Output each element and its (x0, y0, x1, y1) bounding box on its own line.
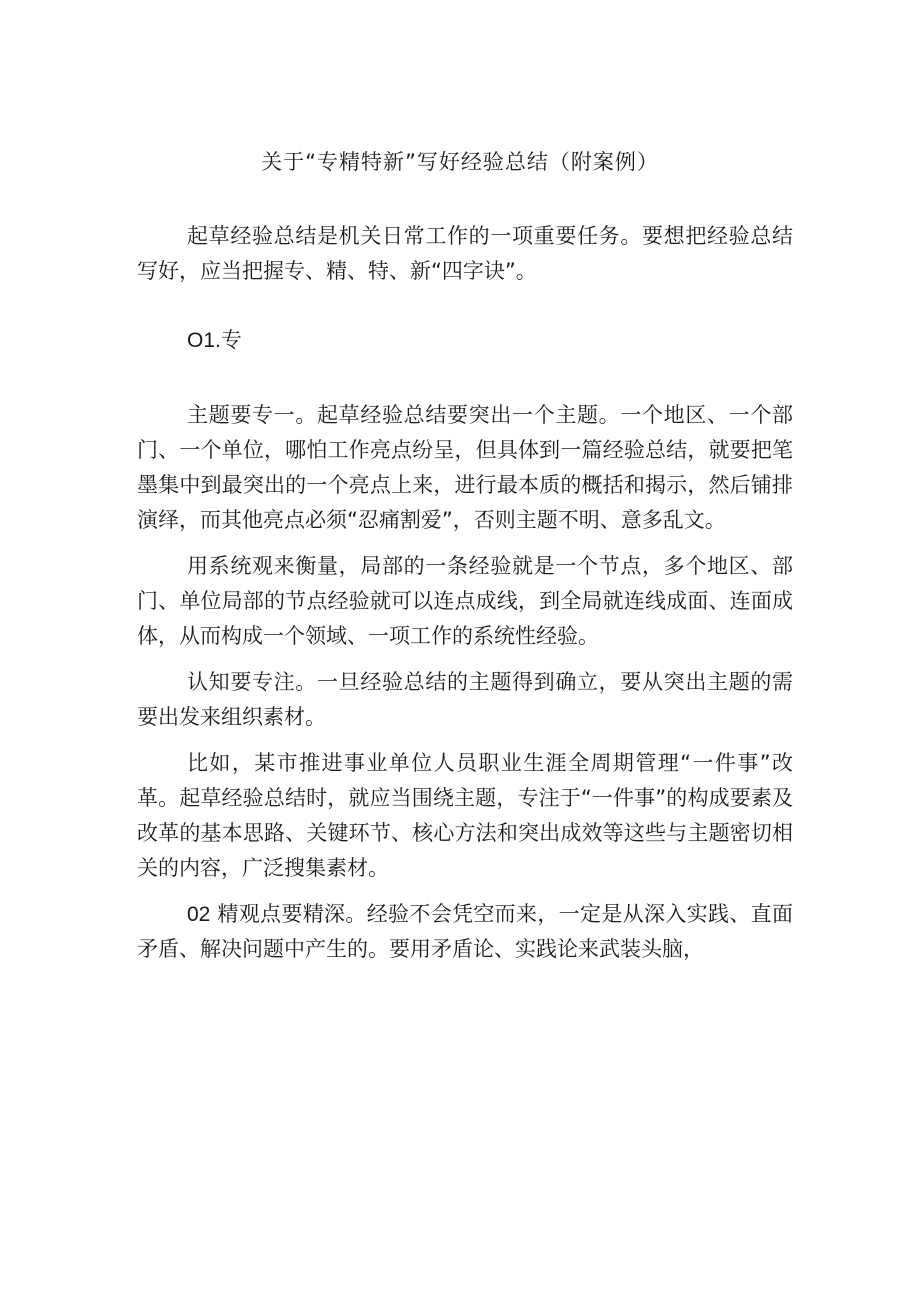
section2-text: 精观点要精深。经验不会凭空而来，一定是从深入实践、直面矛盾、解决问题中产生的。要用矛盾论、实践论来武装头脑， (137, 902, 793, 961)
paragraph-2: 用系统观来衡量，局部的一条经验就是一个节点，多个地区、部门、单位局部的节点经验就可以连点成线，到全局就连线成面、连面成体，从而构成一个领域、一项工作的系统性经验。 (137, 554, 793, 648)
intro-block (137, 219, 793, 289)
paragraph-1: 主题要专一。起草经验总结要突出一个主题。一个地区、一个部门、一个单位，哪怕工作亮点纷呈，但具体到一篇经验总结，就要把笔墨集中到最突出的一个亮点上来，进行最本质的概括和揭示，然后铺排演绎，而其他亮点必须“忍痛割爱”，否则主题不明、意多乱文。 (137, 403, 793, 532)
paragraph-4: 比如，某市推进事业单位人员职业生涯全周期管理“一件事”改革。起草经验总结时，就应当围绕主题，专注于“一件事”的构成要素及改革的基本思路、关键环节、核心方法和突出成效等这些与主题密切相关的内容，广泛搜集素材。 (137, 751, 793, 880)
section1-heading-block (137, 323, 793, 358)
section-number-2: 02 (187, 903, 211, 926)
section1-body (137, 398, 793, 967)
document-title: 关于“专精特新”写好经验总结（附案例） (261, 150, 659, 174)
paragraph-3: 认知要专注。一旦经验总结的主题得到确立，要从突出主题的需要出发来组织素材。 (137, 670, 793, 729)
paragraph-5 (137, 897, 793, 967)
section-heading-1: O1.专 (187, 329, 242, 352)
intro-paragraph: 起草经验总结是机关日常工作的一项重要任务。要想把经验总结写好，应当把握专、精、特、新“四字诀”。 (137, 224, 793, 283)
